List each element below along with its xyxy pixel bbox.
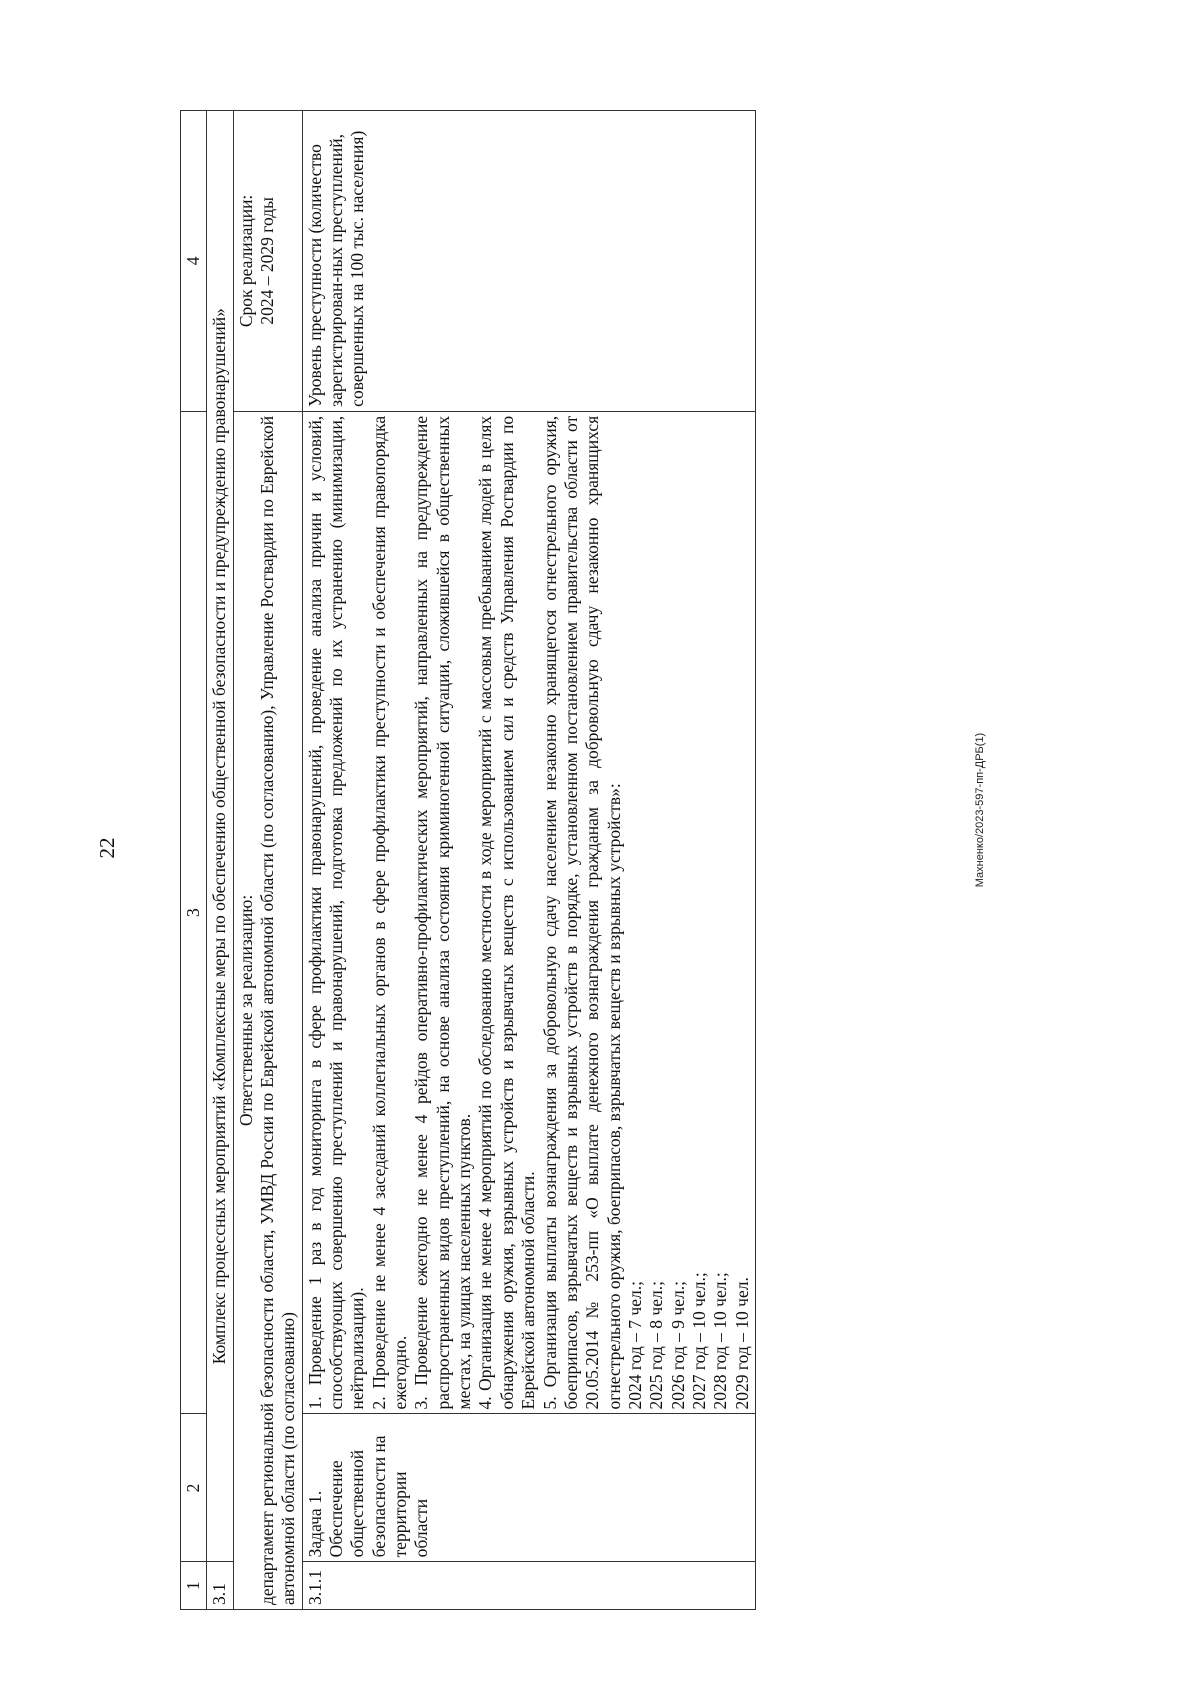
- responsible-cell: [233, 411, 302, 1609]
- year-line-2024: 2024 год – 7 чел.;: [624, 1281, 645, 1410]
- section-title: Комплекс процессных мероприятий «Комплексные меры по обеспечению общественной безопасности и предупреждению правонарушений»: [207, 111, 233, 1562]
- page-number: 22: [95, 837, 119, 859]
- measure-4: 4. Организация не менее 4 мероприятий по обследованию местности в ходе мероприятий с массовым пребыванием людей в целях обнаружения оружия, взрывных устройств и взрывчатых веществ с использованием сил и средств Управления Росгвардии по Еврейской автономной области.: [475, 415, 539, 1410]
- landscape-page: [180, 110, 1060, 1610]
- measure-1: 1. Проведение 1 раз в год мониторинга в сфере профилактики правонарушений, проведение анализа причин и условий, способствующих совершению преступлений и правонарушений, подготовка предложений по их устранению (минимизации, нейтрализации).: [304, 415, 368, 1410]
- indicator-cell: Уровень преступности (количество зарегистрирован-ных преступлений, совершенных на 100 тыс. населения): [302, 111, 755, 412]
- year-line-2028: 2028 год – 10 чел.;: [710, 1272, 731, 1410]
- responsible-row: [233, 111, 302, 1610]
- responsible-text: департамент региональной безопасности области, УМВД России по Еврейской автономной области (по согласованию), Управление Росгвардии по Еврейской автономной области (по согласованию): [257, 415, 299, 1605]
- task-number: 3.1.1: [302, 1562, 755, 1610]
- section-row: [207, 111, 233, 1610]
- measure-5: 5. Организация выплаты вознаграждения за добровольную сдачу населением незаконно хранящегося огнестрельного оружия, боеприпасов, взрывчатых веществ и взрывных устройств в порядке, установленном постановлением правительства области от 20.05.2014 № 253-пп «О выплате денежного вознаграждения гражданам за добровольную сдачу незаконно хранящихся огнестрельного оружия, боеприпасов, взрывчатых веществ и взрывных устройств»:: [539, 415, 624, 1410]
- term-cell: [233, 111, 302, 412]
- task-row: [302, 111, 755, 1610]
- rotated-table-container: [180, 110, 1060, 1610]
- measure-2: 2. Проведение не менее 4 заседаний коллегиальных органов в сфере профилактики преступности и обеспечения правопорядка ежегодно.: [368, 415, 411, 1410]
- document-code: Махненко/2023-597-пп-ДРБ(1): [974, 732, 986, 888]
- measures-table: [180, 110, 756, 1610]
- measures-cell: [302, 411, 755, 1414]
- measure-3: 3. Проведение ежегодно не менее 4 рейдов оперативно-профилактических мероприятий, направленных на предупреждение распространенных видов преступлений, на основе анализа состояния криминогенной ситуации, сложившейся в общественных местах, на улицах населенных пунктов.: [411, 415, 475, 1410]
- year-line-2025: 2025 год – 8 чел.;: [646, 1281, 667, 1410]
- section-number: 3.1: [207, 1562, 233, 1610]
- header-cell-2: 2: [181, 1414, 207, 1562]
- year-line-2026: 2026 год – 9 чел.;: [667, 1281, 688, 1410]
- header-cell-4: 4: [181, 111, 207, 412]
- table-header-row: [181, 111, 207, 1610]
- responsible-label: Ответственные за реализацию:: [235, 894, 256, 1127]
- term-text: 2024 – 2029 годы: [257, 197, 278, 325]
- header-cell-1: 1: [181, 1562, 207, 1610]
- task-name: Задача 1. Обеспечение общественной безопасности на территории области: [302, 1414, 755, 1562]
- term-label: Срок реализации:: [235, 194, 256, 328]
- header-cell-3: 3: [181, 411, 207, 1414]
- year-line-2029: 2029 год – 10 чел.: [731, 1277, 752, 1410]
- year-line-2027: 2027 год – 10 чел.;: [688, 1272, 709, 1410]
